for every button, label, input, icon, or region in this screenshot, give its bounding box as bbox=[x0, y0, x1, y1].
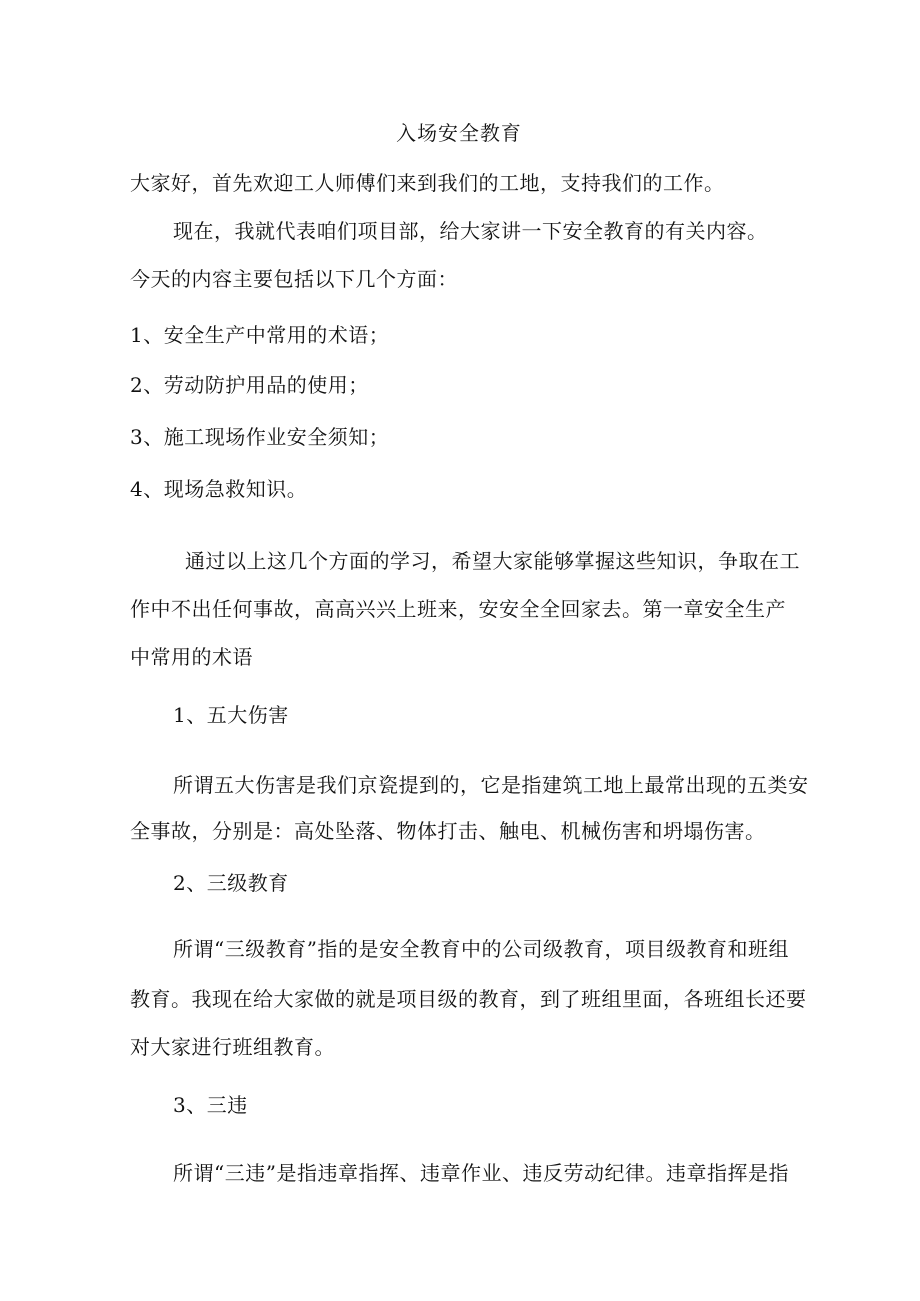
paragraph-line: 教育。我现在给大家做的就是项目级的教育，到了班组里面，各班组长还要 bbox=[130, 987, 807, 1011]
paragraph-line: 所谓“三级教育”指的是安全教育中的公司级教育，项目级教育和班组 bbox=[173, 937, 789, 961]
paragraph-line: 中常用的术语 bbox=[130, 645, 253, 669]
document-title: 入场安全教育 bbox=[396, 121, 522, 145]
list-item: 4、现场急救知识。 bbox=[130, 477, 308, 501]
paragraph-line: 通过以上这几个方面的学习，希望大家能够掌握这些知识，争取在工 bbox=[185, 549, 800, 573]
paragraph-line: 所谓五大伤害是我们京瓷提到的，它是指建筑工地上最常出现的五类安 bbox=[173, 773, 809, 797]
list-item: 3、施工现场作业安全须知； bbox=[130, 425, 390, 449]
list-item: 1、安全生产中常用的术语； bbox=[130, 323, 390, 347]
paragraph-line: 今天的内容主要包括以下几个方面： bbox=[130, 267, 458, 291]
paragraph-line: 大家好，首先欢迎工人师傅们来到我们的工地，支持我们的工作。 bbox=[130, 171, 725, 195]
paragraph-line: 对大家进行班组教育。 bbox=[130, 1035, 335, 1059]
section-heading: 3、三违 bbox=[173, 1093, 248, 1117]
paragraph-line: 现在，我就代表咱们项目部，给大家讲一下安全教育的有关内容。 bbox=[173, 219, 768, 243]
paragraph-line: 全事故，分别是：高处坠落、物体打击、触电、机械伤害和坍塌伤害。 bbox=[130, 819, 766, 843]
list-item: 2、劳动防护用品的使用； bbox=[130, 373, 369, 397]
section-heading: 1、五大伤害 bbox=[173, 703, 289, 727]
paragraph-line: 所谓“三违”是指违章指挥、违章作业、违反劳动纪律。违章指挥是指 bbox=[173, 1161, 789, 1185]
paragraph-line: 作中不出任何事故，高高兴兴上班来，安安全全回家去。第一章安全生产 bbox=[130, 597, 786, 621]
section-heading: 2、三级教育 bbox=[173, 871, 289, 895]
